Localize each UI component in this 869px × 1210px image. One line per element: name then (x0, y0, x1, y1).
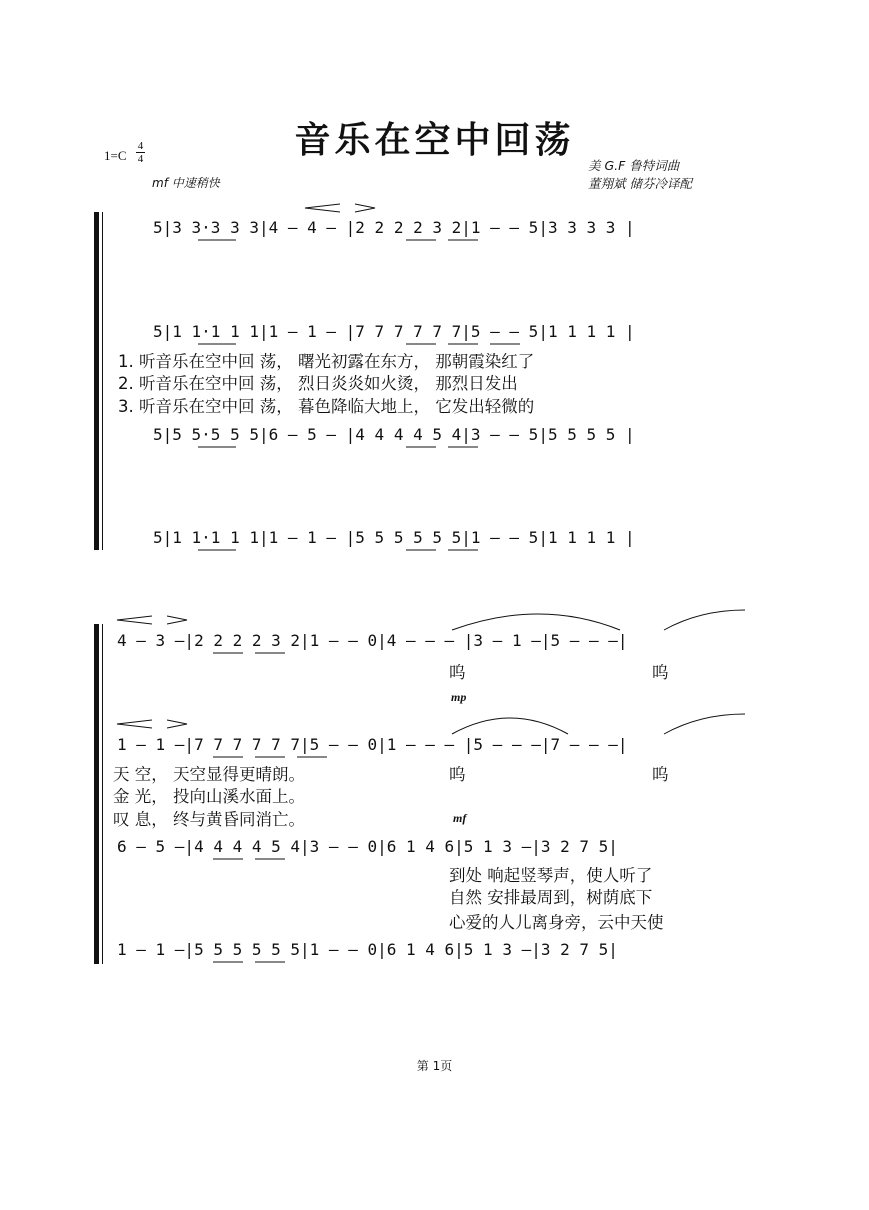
bass-line-2: 1 – 1 –|5 5 5 5 5 5|1 – – 0|6 1 4 6|5 1 3 –|3 2 7 5| (117, 940, 618, 959)
key-signature: 1=C (104, 148, 127, 163)
page-title: 音乐在空中回荡 (294, 120, 575, 161)
tenor-lyric-verse-2: 自然 安排最周到，树荫底下 (449, 888, 653, 907)
meter-bottom: 4 (137, 153, 144, 165)
page-number: 第 1页 (416, 1059, 453, 1073)
decrescendo-hairpin-3 (167, 720, 187, 728)
dynamic-mf: mf (453, 811, 467, 825)
alto-hum-1: 呜 (449, 765, 466, 784)
crescendo-hairpin-2 (117, 616, 152, 624)
lyric-verse-2: 2. 听音乐在空中回 荡， 烈日炎炎如火烫， 那烈日发出 (118, 374, 518, 393)
tenor-line-1: 5|5 5·5 5 5|6 – 5 – |4 4 4 4 5 4|3 – – 5|5 5 5 5 | (153, 425, 635, 444)
alto-hum-2: 呜 (652, 765, 669, 784)
alto-line-1: 5|1 1·1 1 1|1 – 1 – |7 7 7 7 7 7|5 – – 5|1 1 1 1 | (153, 322, 635, 341)
soprano-hum-1: 呜 (449, 663, 466, 682)
tenor-lyric-verse-3: 心爱的人儿离身旁，云中天使 (449, 913, 664, 932)
dynamic-mp: mp (451, 690, 467, 704)
slur-1 (452, 614, 620, 630)
translator-credit: 董翔斌 储芬冷译配 (588, 176, 692, 191)
lyric-verse-3: 3. 听音乐在空中回 荡， 暮色降临大地上， 它发出轻微的 (118, 397, 535, 416)
meter-top: 4 (137, 140, 144, 152)
bass-line-1: 5|1 1·1 1 1|1 – 1 – |5 5 5 5 5 5|1 – – 5|1 1 1 1 | (153, 528, 635, 547)
soprano-line-2: 4 – 3 –|2 2 2 2 3 2|1 – – 0|4 – – – |3 – 1 –|5 – – –| (117, 631, 628, 650)
alto-lyric-verse-1: 天 空， 天空显得更晴朗。 (113, 765, 305, 784)
crescendo-hairpin-3 (117, 720, 152, 728)
tenor-line-2: 6 – 5 –|4 4 4 4 5 4|3 – – 0|6 1 4 6|5 1 3 –|3 2 7 5| (117, 837, 618, 856)
lyric-verse-1: 1. 听音乐在空中回 荡， 曙光初露在东方， 那朝霞染红了 (118, 352, 535, 371)
tempo-mark: mf 中速稍快 (152, 176, 220, 190)
alto-lyric-verse-2: 金 光， 投向山溪水面上。 (113, 787, 305, 806)
tenor-lyric-verse-1: 到处 响起竖琴声，使人听了 (449, 866, 653, 885)
alto-lyric-verse-3: 叹 息， 终与黄昏同消亡。 (113, 810, 305, 829)
soprano-hum-2: 呜 (652, 663, 669, 682)
decrescendo-hairpin (355, 204, 375, 212)
slur-4 (664, 714, 745, 734)
soprano-line-1: 5|3 3·3 3 3|4 – 4 – |2 2 2 2 3 2|1 – – 5|3 3 3 3 | (153, 218, 635, 237)
alto-line-2: 1 – 1 –|7 7 7 7 7 7|5 – – 0|1 – – – |5 – – –|7 – – –| (117, 735, 628, 754)
slur-3 (452, 718, 568, 734)
decrescendo-hairpin-2 (167, 616, 187, 624)
slur-2 (664, 610, 745, 630)
composer-credit: 美 G.F 鲁特词曲 (588, 158, 680, 173)
crescendo-hairpin (305, 204, 340, 212)
